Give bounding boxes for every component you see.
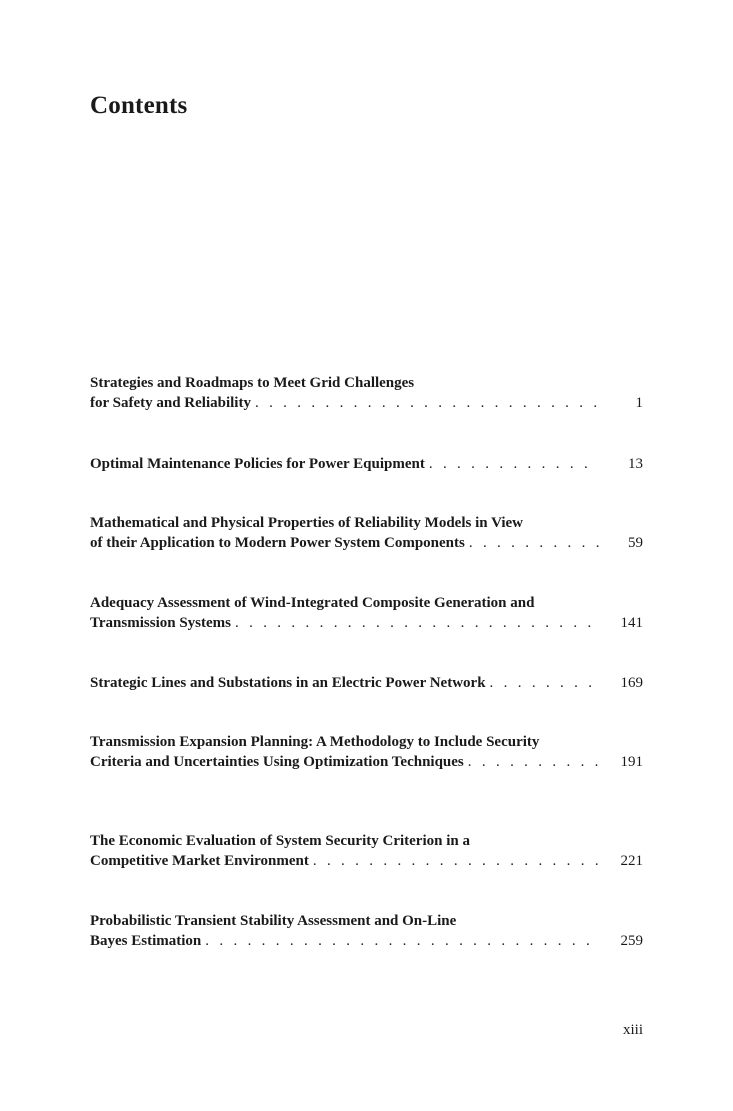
entry-title-line: Transmission Systems (90, 615, 231, 631)
entry-title-line: Optimal Maintenance Policies for Power Equipment (90, 456, 425, 472)
entry-title-line: Strategic Lines and Substations in an Electric Power Network (90, 675, 486, 691)
toc-entry[interactable] (90, 911, 643, 951)
dot-leader (205, 931, 599, 951)
page-number: 1 (635, 395, 643, 411)
dot-leader (255, 393, 599, 413)
page-number: 259 (620, 933, 643, 949)
entry-title-line: Transmission Expansion Planning: A Methodology to Include Security (90, 734, 540, 750)
page-title: Contents (90, 92, 188, 119)
page-number: 141 (620, 615, 643, 631)
entry-title-line: for Safety and Reliability (90, 395, 251, 411)
page-folio: xiii (622, 1022, 643, 1038)
entry-title-line: Bayes Estimation (90, 933, 202, 949)
page-number: 221 (620, 853, 643, 869)
entry-title-line: Mathematical and Physical Properties of Reliability Models in View (90, 515, 524, 531)
entry-title-line: Criteria and Uncertainties Using Optimization Techniques (90, 754, 464, 770)
toc-entry[interactable] (90, 673, 643, 693)
toc-entry[interactable] (90, 593, 643, 633)
entry-title-line: Strategies and Roadmaps to Meet Grid Challenges (90, 375, 415, 391)
entry-title-line: of their Application to Modern Power System Components (90, 535, 465, 551)
entry-title-line: Probabilistic Transient Stability Assessment and On-Line (90, 913, 457, 929)
page-number: 191 (620, 754, 643, 770)
dot-leader (469, 533, 599, 553)
entry-title-line: The Economic Evaluation of System Security Criterion in a (90, 833, 470, 849)
entry-title-line: Adequacy Assessment of Wind-Integrated Composite Generation and (90, 595, 535, 611)
toc-entry[interactable] (90, 831, 643, 871)
dot-leader (235, 613, 599, 633)
dot-leader (468, 752, 599, 772)
dot-leader (490, 673, 599, 693)
dot-leader (313, 851, 599, 871)
toc-entry[interactable] (90, 454, 643, 474)
page-number: 13 (628, 456, 643, 472)
dot-leader (429, 454, 599, 474)
toc-entry[interactable] (90, 513, 643, 553)
toc-entry[interactable] (90, 373, 643, 413)
toc-entry[interactable] (90, 732, 643, 772)
page-number: 59 (628, 535, 643, 551)
entry-title-line: Competitive Market Environment (90, 853, 309, 869)
page-number: 169 (620, 675, 643, 691)
